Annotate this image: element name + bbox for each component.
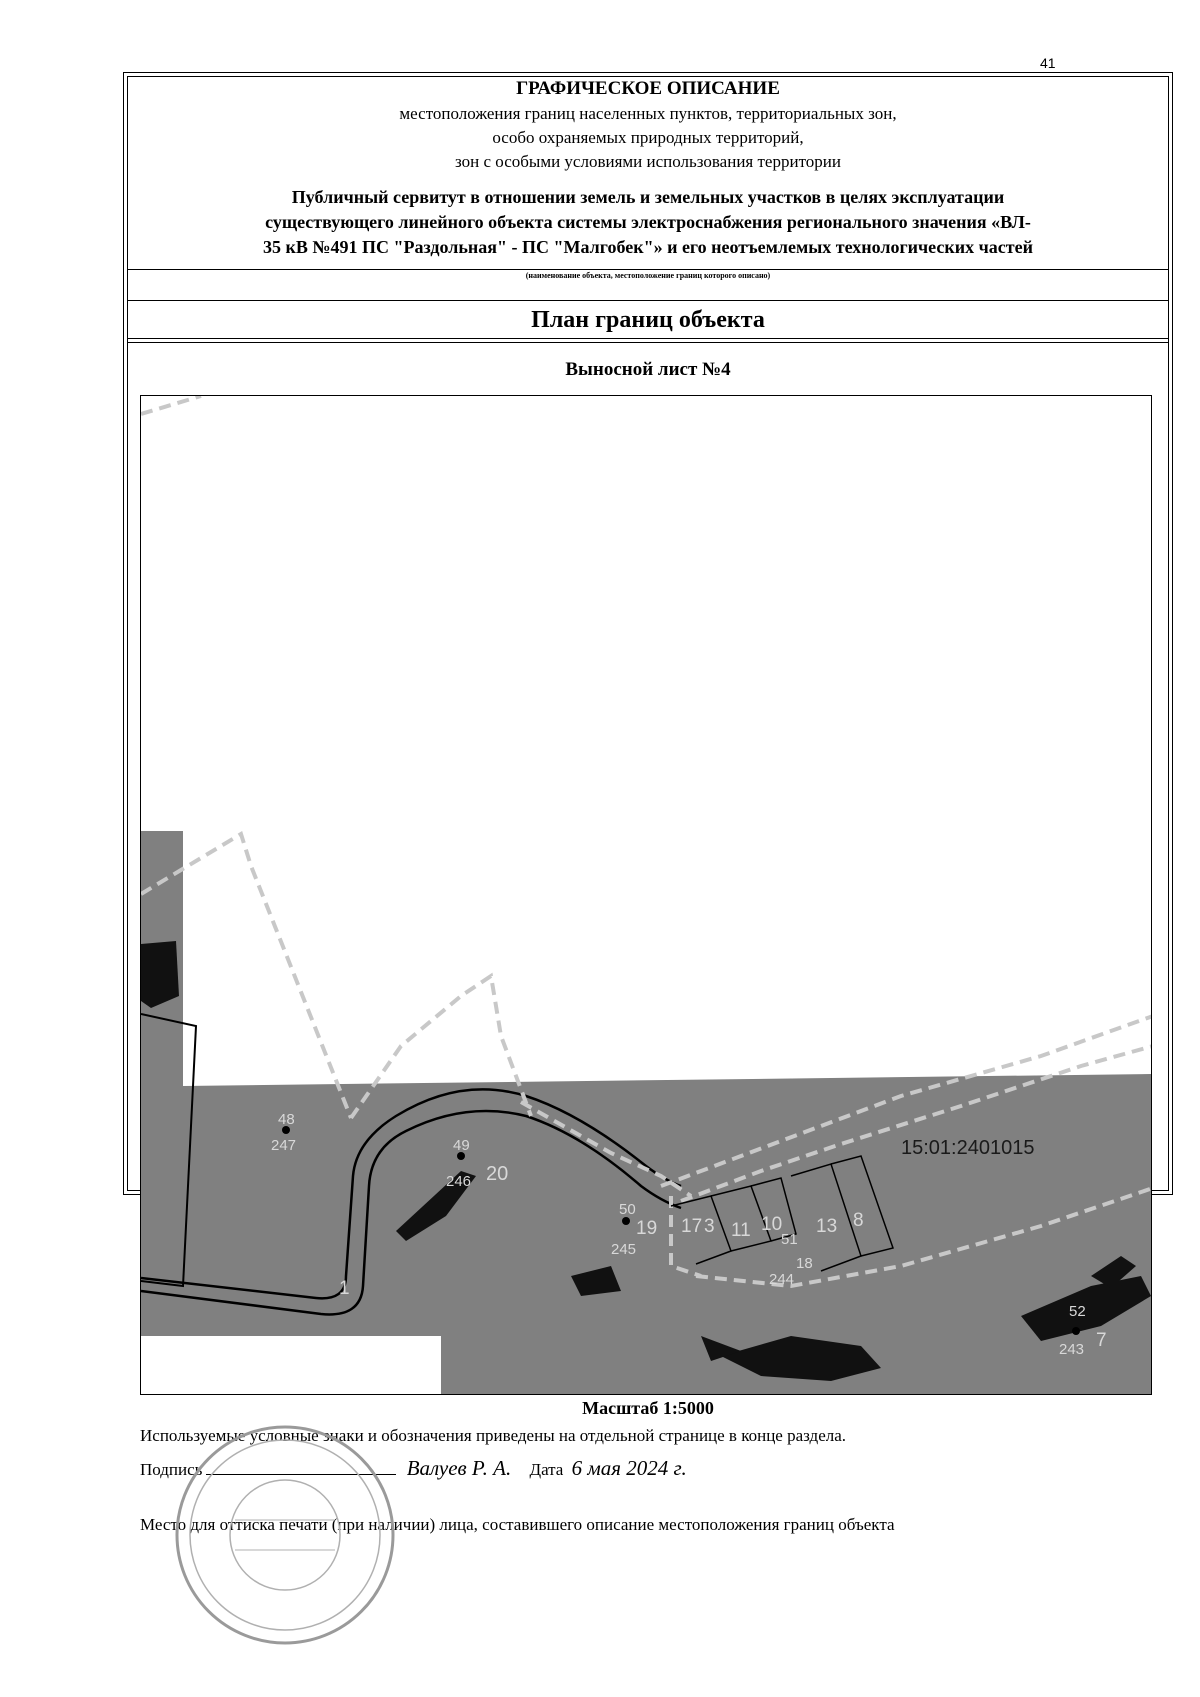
dark-blotch-1: [141, 941, 179, 1008]
object-underline: [127, 269, 1169, 270]
legend-note: Используемые условные знаки и обозначения приведены на отдельной странице в конце раздела.: [140, 1426, 847, 1445]
scale-label: Масштаб 1:5000: [582, 1398, 714, 1418]
label-3: 3: [704, 1216, 715, 1237]
label-cadastral: 15:01:2401015: [901, 1137, 1035, 1159]
object-line-2: существующего линейного объекта системы электроснабжения регионального значения «ВЛ-: [265, 212, 1031, 232]
label-243: 243: [1059, 1341, 1085, 1358]
label-51: 51: [781, 1231, 798, 1248]
date-label: Дата: [529, 1460, 564, 1479]
grey-area: [141, 396, 1152, 1395]
label-10: 10: [761, 1214, 783, 1235]
object-caption: (наименование объекта, местоположение границ которого описано): [525, 271, 771, 280]
date-value: 6 мая 2024 г.: [571, 1456, 687, 1480]
document-title: ГРАФИЧЕСКОЕ ОПИСАНИЕ: [516, 78, 780, 99]
label-13: 13: [816, 1216, 838, 1237]
label-52: 52: [1069, 1303, 1086, 1320]
pole-52: [1072, 1327, 1080, 1335]
label-18: 18: [796, 1255, 813, 1272]
divider-3: [127, 342, 1169, 343]
label-244: 244: [769, 1271, 795, 1288]
object-line-3: 35 кВ №491 ПС "Раздольная" - ПС "Малгобек"» и его неотъемлемых технологических частей: [263, 237, 1033, 257]
object-line-1: Публичный сервитут в отношении земель и земельных участков в целях эксплуатации: [291, 187, 1005, 207]
sheet-title: Выносной лист №4: [565, 359, 731, 380]
pole-50: [622, 1217, 630, 1225]
stamp-note: Место для оттиска печати (при наличии) лица, составившего описание местоположения границ объекта: [140, 1515, 895, 1534]
page-number: 41: [1040, 55, 1056, 71]
label-17: 17: [681, 1216, 703, 1237]
plan-map: [140, 395, 1152, 1395]
label-7: 7: [1096, 1330, 1107, 1351]
white-cutout: [141, 1336, 441, 1395]
label-20: 20: [486, 1163, 509, 1185]
subtitle-line-2: особо охраняемых природных территорий,: [492, 128, 804, 147]
label-245: 245: [611, 1241, 637, 1258]
plan-map-svg: [141, 396, 1152, 1395]
label-246: 246: [446, 1173, 472, 1190]
label-11: 11: [731, 1220, 751, 1241]
label-19: 19: [636, 1218, 658, 1239]
divider-2: [127, 338, 1169, 339]
label-49: 49: [453, 1137, 470, 1154]
plan-title: План границ объекта: [531, 307, 765, 333]
label-50: 50: [619, 1201, 636, 1218]
label-8: 8: [853, 1210, 864, 1231]
subtitle-line-1: местоположения границ населенных пунктов, территориальных зон,: [399, 104, 897, 123]
label-1: 1: [339, 1278, 350, 1299]
subtitle-line-3: зон с особыми условиями использования территории: [455, 152, 841, 171]
round-seal-stamp: [170, 1420, 400, 1650]
sign-label: Подпись: [140, 1460, 203, 1479]
signer-name: Валуев Р. А.: [406, 1456, 512, 1480]
divider-1: [127, 300, 1169, 301]
label-247: 247: [271, 1137, 297, 1154]
label-48: 48: [278, 1111, 295, 1128]
